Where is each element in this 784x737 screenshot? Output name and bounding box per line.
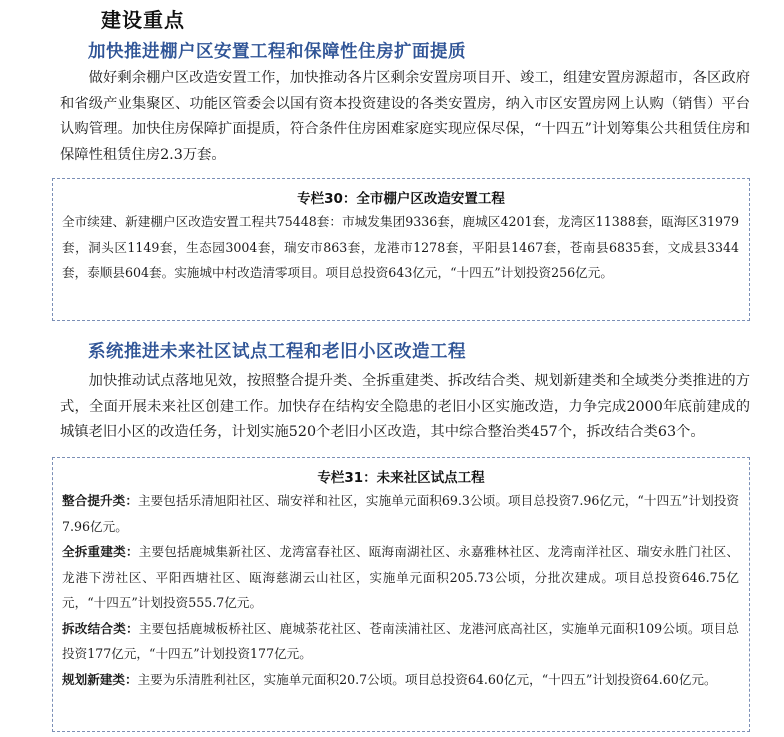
box31-item bbox=[62, 616, 739, 667]
box31-item-label: 规划新建类： bbox=[62, 671, 138, 687]
box31-item bbox=[62, 488, 739, 539]
section2-title: 系统推进未来社区试点工程和老旧小区改造工程 bbox=[88, 342, 466, 362]
box31-item-label: 全拆重建类： bbox=[62, 544, 139, 559]
box31-item-text: 主要包括鹿城板桥社区、鹿城荼花社区、苍南渎浦社区、龙港河底高社区，实施单元面积109公顷。项目总投资177亿元，“十四五”计划投资177亿元。 bbox=[62, 620, 740, 661]
box31-item-text: 主要包括鹿城集新社区、龙湾富春社区、瓯海南湖社区、永嘉雅林社区、龙湾南洋社区、瑞安永胜门社区、龙港下涝社区、平阳西塘社区、瓯海慈湖云山社区，实施单元面积205.73公顷，分批次建成。项目总投资646.75亿元，“十四五”计划投资555.7亿元。 bbox=[62, 544, 740, 610]
box31-item-text: 主要为乐清胜利社区，实施单元面积20.7公顷。项目总投资64.60亿元，“十四五”计划投资64.60亿元。 bbox=[137, 671, 717, 687]
box31-item-label: 拆改结合类： bbox=[62, 620, 139, 636]
section1-title: 加快推进棚户区安置工程和保障性住房扩面提质 bbox=[88, 42, 466, 62]
box31-item-label: 整合提升类： bbox=[62, 493, 138, 508]
box31-item bbox=[62, 539, 739, 616]
box31-item bbox=[62, 667, 739, 693]
box31-body bbox=[53, 488, 749, 692]
box31-item-text: 主要包括乐清旭阳社区、瑞安祥和社区，实施单元面积69.3公顷。项目总投资7.96亿元，“十四五”计划投资7.96亿元。 bbox=[62, 493, 739, 534]
box31-title: 专栏31：未来社区试点工程 bbox=[317, 470, 485, 486]
box30-text: 全市续建、新建棚户区改造安置工程共75448套：市城发集团9336套，鹿城区4201套，龙湾区11388套，瓯海区31979套，洞头区1149套，生态园3004套，瑞安市863套，龙港市1278套，平阳县1467套，苍南县6835套，文成县3344套，泰顺县604套。实施城中村改造清零项目。项目总投资643亿元，“十四五”计划投资256亿元。 bbox=[62, 214, 739, 280]
section2-paragraph: 加快推动试点落地见效，按照整合提升类、全拆重建类、拆改结合类、规划新建类和全域类分类推进的方式，全面开展未来社区创建工作。加快存在结构安全隐患的老旧小区实施改造，力争完成2000年底前建成的城镇老旧小区的改造任务，计划实施520个老旧小区改造，其中综合整治类457个，拆改结合类63个。 bbox=[60, 373, 750, 440]
main-heading: 建设重点 bbox=[101, 8, 185, 32]
box31-panel bbox=[52, 457, 750, 732]
box30-panel bbox=[52, 178, 750, 321]
box30-body bbox=[53, 209, 749, 286]
section1-paragraph: 做好剩余棚户区改造安置工作，加快推动各片区剩余安置房项目开、竣工，组建安置房源超市，各区政府和省级产业集聚区、功能区管委会以国有资本投资建设的各类安置房，纳入市区安置房网上认购（销售）平台认购管理。加快住房保障扩面提质，符合条件住房困难家庭实现应保尽保，“十四五”计划筹集公共租赁住房和保障性租赁住房2.3万套。 bbox=[60, 70, 750, 163]
box30-title: 专栏30：全市棚户区改造安置工程 bbox=[297, 191, 505, 207]
